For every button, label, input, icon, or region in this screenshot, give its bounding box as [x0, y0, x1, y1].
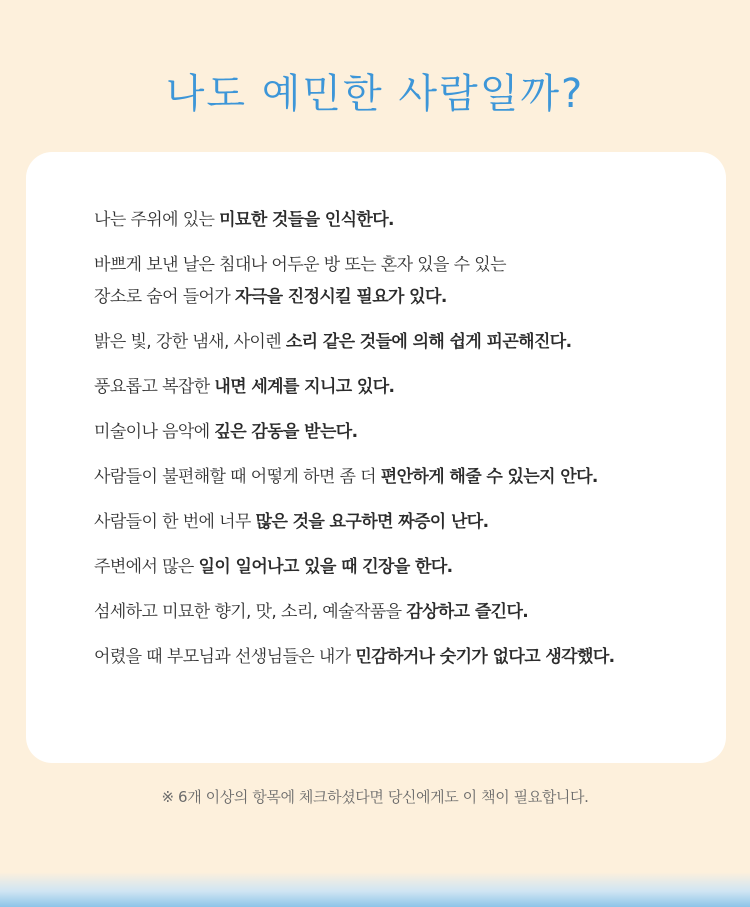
emphasis-text: 편안하게 해줄 수 있는지 안다.	[380, 467, 598, 487]
checklist-item	[94, 641, 714, 673]
body-text: 사람들이 한 번에 너무	[94, 512, 256, 532]
body-text: 풍요롭고 복잡한	[94, 377, 215, 397]
body-text: 밝은 빛, 강한 냄새, 사이렌	[94, 332, 286, 352]
emphasis-text: 자극을 진정시킬 필요가 있다.	[235, 287, 447, 307]
checklist-item-line	[94, 461, 714, 493]
checklist	[94, 204, 714, 686]
emphasis-text: 감상하고 즐긴다.	[406, 602, 529, 622]
body-text: 나는 주위에 있는	[94, 210, 220, 230]
checklist-item-line	[94, 551, 714, 583]
page-title: 나도 예민한 사람일까?	[165, 71, 585, 117]
checklist-item-line	[94, 249, 714, 281]
emphasis-text: 내면 세계를 지니고 있다.	[214, 377, 395, 397]
emphasis-text: 미묘한 것들을 인식한다.	[219, 210, 394, 230]
checklist-item-line	[94, 326, 714, 358]
body-text: 바쁘게 보낸 날은 침대나 어두운 방 또는 혼자 있을 수 있는	[94, 255, 506, 275]
checklist-item	[94, 204, 714, 236]
body-text: 주변에서 많은	[94, 557, 199, 577]
checklist-item-line	[94, 371, 714, 403]
checklist-item	[94, 371, 714, 403]
checklist-item-line	[94, 596, 714, 628]
checklist-item	[94, 416, 714, 448]
checklist-item	[94, 596, 714, 628]
body-text: 어렸을 때 부모님과 선생님들은 내가	[94, 647, 356, 667]
emphasis-text: 일이 일어나고 있을 때 긴장을 한다.	[198, 557, 453, 577]
checklist-item	[94, 326, 714, 358]
checklist-item	[94, 249, 714, 313]
checklist-item	[94, 461, 714, 493]
checklist-item-line	[94, 641, 714, 673]
footnote: ※ 6개 이상의 항목에 체크하셨다면 당신에게도 이 책이 필요합니다.	[161, 788, 589, 806]
checklist-item	[94, 551, 714, 583]
bottom-gradient-band	[0, 872, 750, 907]
checklist-item-line	[94, 416, 714, 448]
emphasis-text: 깊은 감동을 받는다.	[214, 422, 358, 442]
checklist-item-line	[94, 281, 714, 313]
checklist-item	[94, 506, 714, 538]
checklist-item-line	[94, 506, 714, 538]
emphasis-text: 많은 것을 요구하면 짜증이 난다.	[255, 512, 489, 532]
checklist-item-line	[94, 204, 714, 236]
body-text: 미술이나 음악에	[94, 422, 215, 442]
body-text: 사람들이 불편해할 때 어떻게 하면 좀 더	[94, 467, 381, 487]
body-text: 섬세하고 미묘한 향기, 맛, 소리, 예술작품을	[94, 602, 407, 622]
emphasis-text: 소리 같은 것들에 의해 쉽게 피곤해진다.	[285, 332, 572, 352]
body-text: 장소로 숨어 들어가	[94, 287, 235, 307]
emphasis-text: 민감하거나 숫기가 없다고 생각했다.	[355, 647, 615, 667]
